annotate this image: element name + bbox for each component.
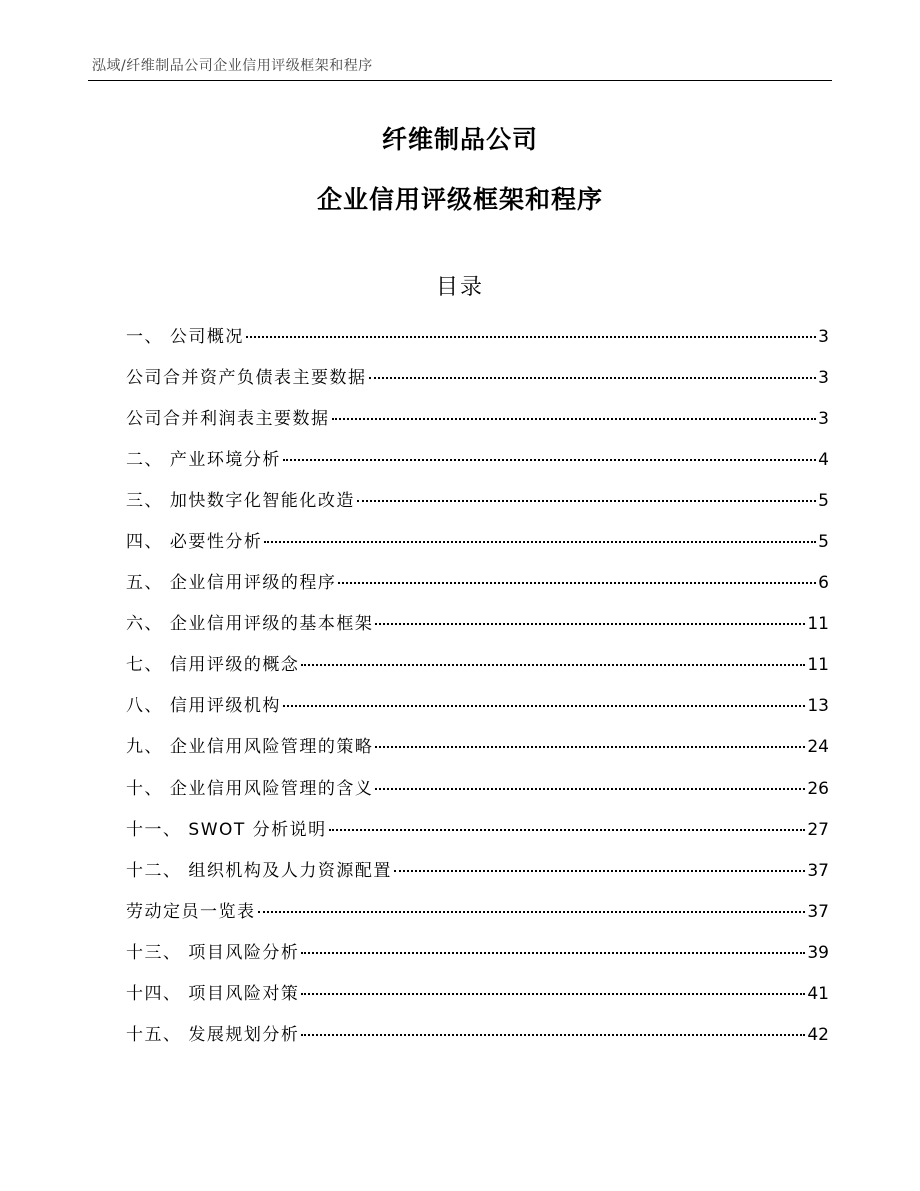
toc-entry-page-number: 6	[818, 573, 829, 594]
toc-entry-page-number: 3	[818, 368, 829, 389]
toc-dot-leader	[264, 541, 816, 543]
toc-entry-page-number: 4	[818, 450, 829, 471]
toc-entry[interactable]	[126, 407, 829, 448]
toc-entry-page-number: 39	[807, 942, 829, 963]
toc-entry[interactable]	[126, 694, 829, 735]
toc-dot-leader	[338, 582, 816, 584]
toc-dot-leader	[301, 664, 805, 666]
running-header: 泓域/纤维制品公司企业信用评级框架和程序	[92, 58, 373, 74]
toc-entry-title: 公司合并资产负债表主要数据	[126, 368, 367, 389]
toc-entry-page-number: 24	[807, 737, 829, 758]
toc-dot-leader	[329, 829, 806, 831]
toc-entry-page-number: 42	[807, 1024, 829, 1045]
toc-entry-title: 公司合并利润表主要数据	[126, 409, 330, 430]
toc-entry-title: 十四、 项目风险对策	[126, 983, 300, 1004]
toc-entry[interactable]	[126, 366, 829, 407]
toc-entry-title: 劳动定员一览表	[126, 901, 256, 922]
document-title-subject: 企业信用评级框架和程序	[316, 185, 603, 214]
toc-entry-title: 六、 企业信用评级的基本框架	[126, 614, 374, 635]
toc-entry-page-number: 37	[807, 860, 829, 881]
toc-heading: 目录	[435, 275, 484, 300]
toc-entry[interactable]	[126, 982, 829, 1023]
toc-entry[interactable]	[126, 859, 829, 900]
toc-entry-title: 五、 企业信用评级的程序	[126, 573, 337, 594]
toc-entry[interactable]	[126, 818, 829, 859]
toc-dot-leader	[301, 1034, 805, 1036]
toc-dot-leader	[357, 500, 816, 502]
toc-entry-page-number: 11	[807, 614, 829, 635]
toc-dot-leader	[258, 911, 806, 913]
toc-entry-page-number: 27	[807, 819, 829, 840]
table-of-contents	[126, 325, 829, 1064]
toc-entry-page-number: 5	[818, 491, 829, 512]
toc-entry-title: 二、 产业环境分析	[126, 450, 281, 471]
toc-entry-title: 十二、 组织机构及人力资源配置	[126, 860, 392, 881]
toc-entry-page-number: 3	[818, 409, 829, 430]
toc-entry-title: 九、 企业信用风险管理的策略	[126, 737, 374, 758]
toc-dot-leader	[283, 705, 805, 707]
toc-entry-title: 四、 必要性分析	[126, 532, 263, 553]
toc-dot-leader	[375, 623, 805, 625]
toc-dot-leader	[283, 459, 816, 461]
toc-entry-title: 七、 信用评级的概念	[126, 655, 300, 676]
toc-entry-page-number: 11	[807, 655, 829, 676]
toc-entry-page-number: 5	[818, 532, 829, 553]
toc-entry-title: 十五、 发展规划分析	[126, 1024, 300, 1045]
toc-entry[interactable]	[126, 653, 829, 694]
toc-dot-leader	[394, 870, 805, 872]
toc-entry-title: 十、 企业信用风险管理的含义	[126, 778, 374, 799]
toc-dot-leader	[301, 993, 805, 995]
toc-entry-page-number: 3	[818, 327, 829, 347]
toc-entry-title: 十三、 项目风险分析	[126, 942, 300, 963]
toc-entry-title: 十一、 SWOT 分析说明	[126, 819, 327, 840]
toc-dot-leader	[375, 788, 805, 790]
toc-entry-page-number: 41	[807, 983, 829, 1004]
toc-entry-title: 三、 加快数字化智能化改造	[126, 491, 355, 512]
toc-entry-page-number: 13	[807, 696, 829, 717]
toc-dot-leader	[332, 418, 817, 420]
document-title-company: 纤维制品公司	[381, 125, 538, 154]
toc-entry[interactable]	[126, 612, 829, 653]
toc-entry-page-number: 37	[807, 901, 829, 922]
toc-entry[interactable]	[126, 1023, 829, 1064]
toc-entry[interactable]	[126, 777, 829, 818]
toc-entry[interactable]	[126, 735, 829, 776]
toc-entry[interactable]	[126, 325, 829, 366]
toc-entry-title: 八、 信用评级机构	[126, 696, 281, 717]
toc-dot-leader	[369, 377, 817, 379]
toc-entry[interactable]	[126, 489, 829, 530]
toc-entry[interactable]	[126, 900, 829, 941]
toc-dot-leader	[246, 336, 816, 338]
header-divider	[88, 80, 832, 81]
toc-entry[interactable]	[126, 530, 829, 571]
toc-entry[interactable]	[126, 571, 829, 612]
toc-entry-page-number: 26	[807, 778, 829, 799]
toc-dot-leader	[301, 952, 805, 954]
toc-entry[interactable]	[126, 941, 829, 982]
toc-dot-leader	[375, 746, 805, 748]
toc-entry[interactable]	[126, 448, 829, 489]
toc-entry-title: 一、 公司概况	[126, 327, 244, 347]
